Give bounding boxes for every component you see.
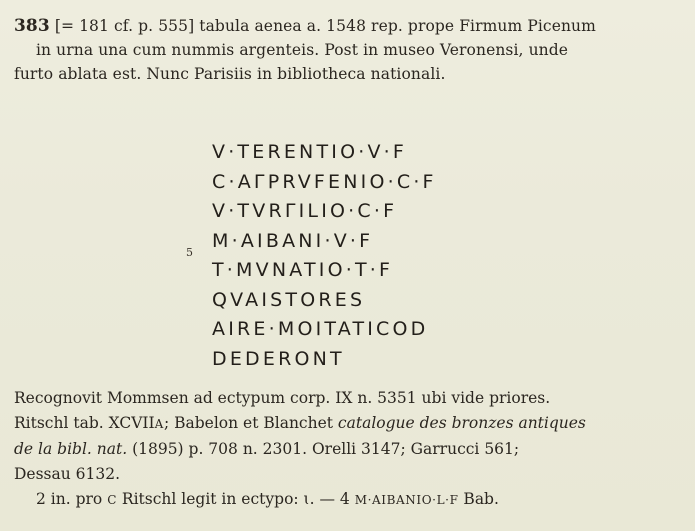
commentary-line-1: Recognovit Mommsen ad ectypum corp. IX n. 5351 ubi vide priores.: [14, 389, 551, 407]
commentary-line-4: Dessau 6132.: [14, 465, 121, 483]
commentary-line-5-smallcaps-1: C: [107, 493, 117, 507]
commentary-block: [14, 386, 686, 513]
commentary-line-3-italic: de la bibl. nat.: [14, 440, 128, 458]
header-line-3: furto ablata est. Nunc Parisiis in bibliotheca nationali.: [14, 65, 446, 83]
commentary-line-2: [14, 411, 686, 437]
commentary-line-2-part-a: Ritschl tab. XCVII: [14, 414, 155, 432]
inscription-line-8: DEDERONT: [212, 347, 345, 370]
commentary-line-5: [14, 487, 686, 513]
inscription-line-6: QVAISTORES: [212, 288, 366, 311]
header-line-2: in urna una cum nummis argenteis. Post in museo Veronensi, unde: [36, 41, 569, 59]
entry-number: 383: [14, 16, 50, 36]
inscription-line-3: Ⅴ·TVRΓILIO·C·F: [212, 200, 398, 222]
header-line-1-text: [= 181 cf. p. 555] tabula aenea a. 1548 rep. prope Firmum Picenum: [54, 17, 596, 35]
commentary-line-3-rest: (1895) p. 708 n. 2301. Orelli 3147; Garrucci 561;: [127, 440, 520, 458]
commentary-line-5-part-b: Ritschl legit in ectypo: ɩ. — 4: [116, 490, 355, 508]
commentary-line-2-italic: catalogue des bronzes antiques: [337, 414, 586, 432]
commentary-line-5-part-c: Bab.: [458, 490, 499, 508]
inscription-line-2: C·AΓΡRVFENIO·C·F: [212, 170, 437, 193]
inscription-line-5: T·MVNATIO·T·F: [212, 259, 394, 281]
line-number-marker: 5: [186, 246, 193, 259]
commentary-line-3: [14, 437, 686, 462]
commentary-line-5-smallcaps-2: M·AΙBANIO·L·F: [354, 493, 459, 507]
inscription-text: [212, 138, 437, 374]
inscription-line-1: Ⅴ·TERENTIO·Ⅴ·F: [212, 141, 408, 163]
commentary-line-2-part-b: ; Babelon et Blanchet: [163, 414, 338, 432]
inscription-line-4: M·AΙBANI·Ⅴ·F: [212, 229, 374, 252]
entry-header: [14, 14, 684, 86]
inscription-line-7: AIRE·MOΙTATICOD: [212, 318, 429, 340]
header-line-1: [14, 14, 684, 38]
commentary-line-2-smallcaps: A: [154, 417, 164, 431]
commentary-line-5-part-a: 2 in. pro: [36, 490, 108, 508]
